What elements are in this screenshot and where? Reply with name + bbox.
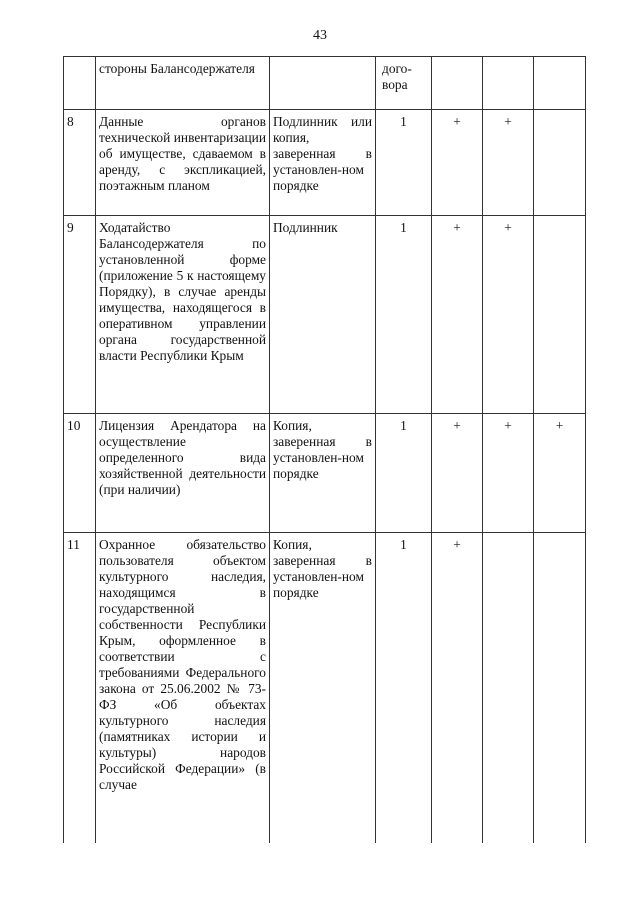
page-number: 43 [313, 28, 327, 43]
document-count: 1 [376, 216, 432, 414]
document-form: Копия, заверенная в установлен-ном порядке [270, 533, 376, 843]
document-form: Подлинник или копия, заверенная в установлен-ном порядке [270, 110, 376, 216]
mark-cell [483, 533, 534, 843]
mark-cell: + [534, 414, 586, 533]
mark-cell: + [432, 216, 483, 414]
document-form: Подлинник [270, 216, 376, 414]
document-name: Лицензия Арендатора на осуществление определенного вида хозяйственной деятельности (при наличии) [96, 414, 270, 533]
document-name: Охранное обязательство пользователя объектом культурного наследия, находящимся в государственной собственности Республики Крым, оформленное в соответствии с требованиями Федерального закона от 25.06.2002 № 73-ФЗ «Об объектах культурного наследия (памятниках истории и культуры) народов Российской Федерации» (в случае [96, 533, 270, 843]
row-number: 11 [64, 533, 96, 843]
mark-cell [534, 57, 586, 110]
document-form [270, 57, 376, 110]
table-row [64, 57, 586, 110]
mark-cell [534, 110, 586, 216]
document-name: Ходатайство Балансодержателя по установленной форме (приложение 5 к настоящему Порядку), в случае аренды имущества, находящегося в оперативном управлении органа государственной власти Республики Крым [96, 216, 270, 414]
document-name: Данные органов технической инвентаризации об имуществе, сдаваемом в аренду, с экспликацией, поэтажным планом [96, 110, 270, 216]
document-count: дого- вора [376, 57, 432, 110]
mark-cell [534, 533, 586, 843]
document-count: 1 [376, 533, 432, 843]
mark-cell: + [432, 414, 483, 533]
row-number: 9 [64, 216, 96, 414]
table-row [64, 414, 586, 533]
table-row [64, 110, 586, 216]
document-count: 1 [376, 414, 432, 533]
mark-cell: + [483, 216, 534, 414]
document-name: стороны Балансодержателя [96, 57, 270, 110]
row-number [64, 57, 96, 110]
mark-cell [483, 57, 534, 110]
document-form: Копия, заверенная в установлен-ном порядке [270, 414, 376, 533]
documents-table [63, 56, 586, 843]
mark-cell: + [483, 110, 534, 216]
mark-cell [534, 216, 586, 414]
mark-cell: + [432, 533, 483, 843]
table-row [64, 533, 586, 843]
mark-cell [432, 57, 483, 110]
mark-cell: + [483, 414, 534, 533]
row-number: 10 [64, 414, 96, 533]
document-count: 1 [376, 110, 432, 216]
mark-cell: + [432, 110, 483, 216]
table-row [64, 216, 586, 414]
row-number: 8 [64, 110, 96, 216]
